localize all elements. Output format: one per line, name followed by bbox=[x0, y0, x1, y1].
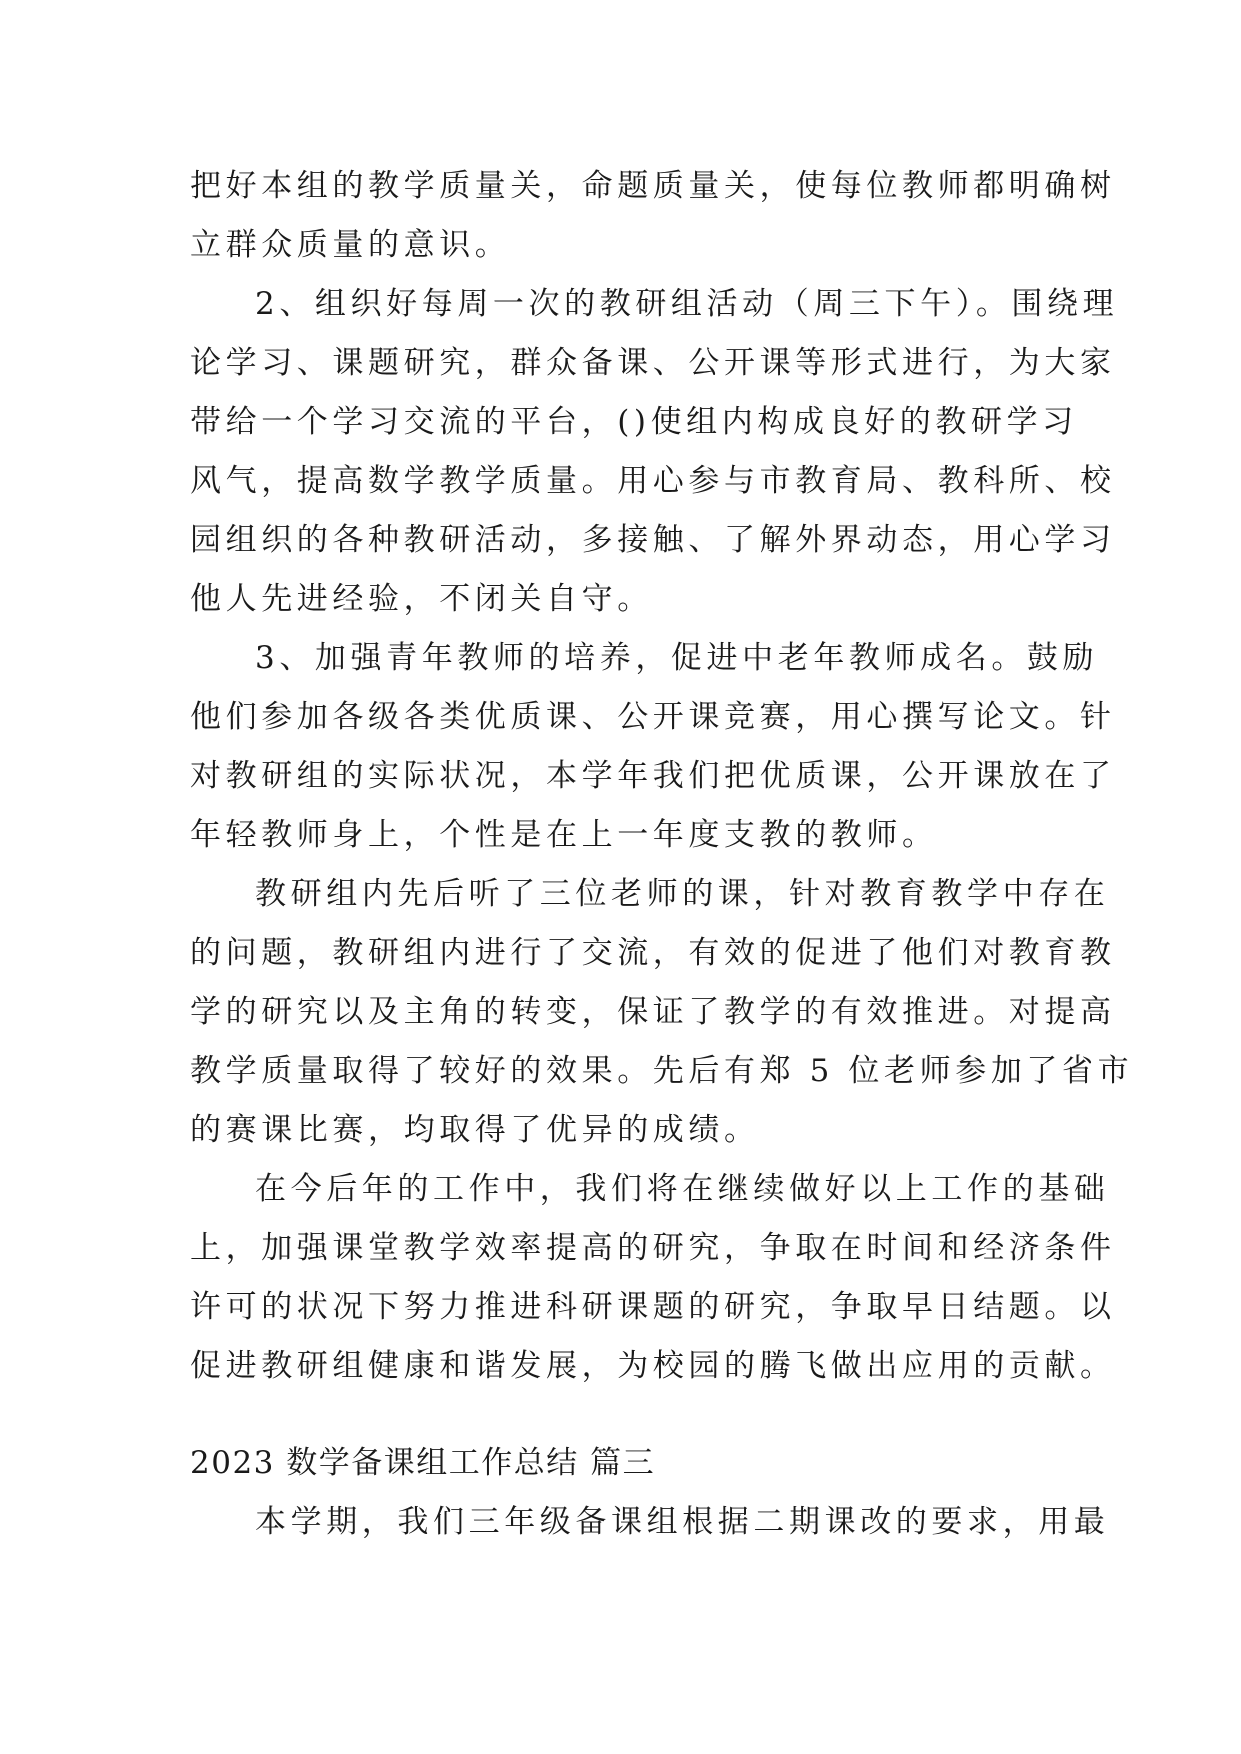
text-line: 把好本组的教学质量关，命题质量关，使每位教师都明确树 bbox=[190, 168, 1116, 204]
text-line: 论学习、课题研究，群众备课、公开课等形式进行，为大家 bbox=[190, 345, 1116, 381]
text-line: 学的研究以及主角的转变，保证了教学的有效推进。对提高 bbox=[190, 994, 1116, 1030]
text-line: 对教研组的实际状况，本学年我们把优质课，公开课放在了 bbox=[190, 758, 1116, 794]
text-line: 的问题，教研组内进行了交流，有效的促进了他们对教育教 bbox=[190, 935, 1116, 971]
text-line: 他们参加各级各类优质课、公开课竞赛，用心撰写论文。针 bbox=[190, 699, 1116, 735]
text-line: 他人先进经验，不闭关自守。 bbox=[190, 581, 653, 617]
text-line: 带给一个学习交流的平台，()使组内构成良好的教研学习 bbox=[190, 404, 1078, 440]
text-line: 立群众质量的意识。 bbox=[190, 227, 511, 263]
text-line: 教学质量取得了较好的效果。先后有郑 5 位老师参加了省市 bbox=[190, 1053, 1134, 1089]
text-line: 风气，提高数学教学质量。用心参与市教育局、教科所、校 bbox=[190, 463, 1116, 499]
text-line: 年轻教师身上，个性是在上一年度支教的教师。 bbox=[190, 817, 938, 853]
section-heading: 2023 数学备课组工作总结 篇三 bbox=[190, 1445, 656, 1481]
paragraph-start: 2、组织好每周一次的教研组活动（周三下午）。围绕理 bbox=[255, 286, 1119, 322]
text-line: 许可的状况下努力推进科研课题的研究，争取早日结题。以 bbox=[190, 1289, 1116, 1325]
paragraph-start: 教研组内先后听了三位老师的课，针对教育教学中存在 bbox=[255, 876, 1110, 912]
text-line: 上，加强课堂教学效率提高的研究，争取在时间和经济条件 bbox=[190, 1230, 1116, 1266]
paragraph-start: 在今后年的工作中，我们将在继续做好以上工作的基础 bbox=[255, 1171, 1110, 1207]
paragraph-start: 3、加强青年教师的培养，促进中老年教师成名。鼓励 bbox=[255, 640, 1099, 676]
text-line: 促进教研组健康和谐发展，为校园的腾飞做出应用的贡献。 bbox=[190, 1348, 1116, 1384]
paragraph-start: 本学期，我们三年级备课组根据二期课改的要求，用最 bbox=[255, 1504, 1110, 1540]
text-line: 园组织的各种教研活动，多接触、了解外界动态，用心学习 bbox=[190, 522, 1116, 558]
text-line: 的赛课比赛，均取得了优异的成绩。 bbox=[190, 1112, 760, 1148]
